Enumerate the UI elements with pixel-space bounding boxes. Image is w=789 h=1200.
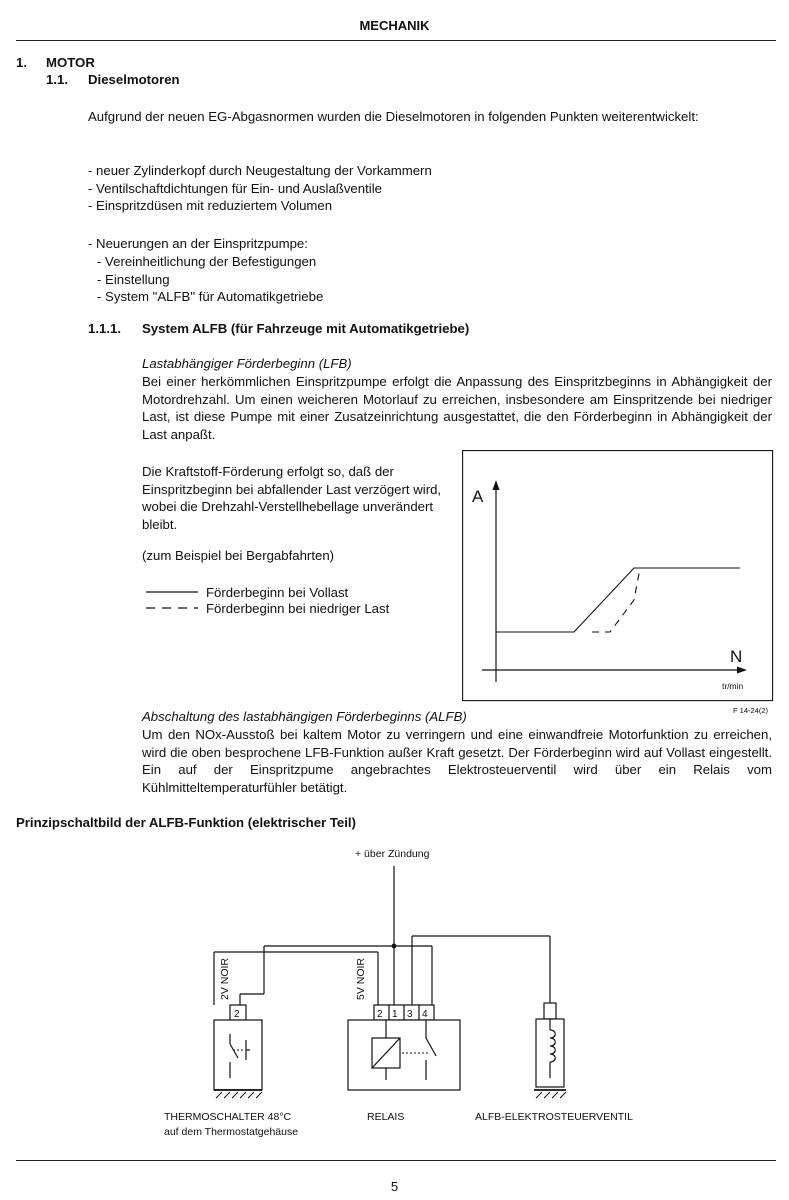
page-number: 5 <box>390 1179 399 1194</box>
graph-x-arrow <box>737 667 747 674</box>
pump-changes-list <box>97 253 697 306</box>
list-item: - Ventilschaftdichtungen für Ein- und Auslaßventile <box>88 180 382 196</box>
valve-label: ALFB-ELEKTROSTEUERVENTIL <box>475 1111 633 1123</box>
header-rule <box>16 40 776 41</box>
section-1-1-title: Dieselmotoren <box>88 72 180 87</box>
example-note: (zum Beispiel bei Bergabfahrten) <box>142 548 335 563</box>
relay-label: RELAIS <box>367 1111 405 1123</box>
list-item: - neuer Zylinderkopf durch Neugestaltung der Vorkammern <box>88 163 432 178</box>
relay-pin: 1 <box>392 1009 398 1020</box>
pump-changes-heading: - Neuerungen an der Einspritzpumpe: <box>88 236 308 251</box>
relay-pin: 4 <box>422 1009 428 1020</box>
changes-list <box>88 162 688 215</box>
lfb-paragraph: Bei einer herkömmlichen Einspritzpumpe erfolgt die Anpassung des Einspritzbeginns in Abhängigkeit der Motordrehzahl. Um einen weicheren Motorlauf zu erreichen, insbesondere am Einspritzende bei niedriger Last, ist diese Pumpe mit einer Zusatzeinrichtung ausgestattet, die den Förderbeginn in Abhängigkeit der Last anpaßt. <box>142 374 772 442</box>
section-1-number: 1. <box>16 55 27 70</box>
connector-mid-label: 5V NOIR <box>355 957 367 1000</box>
graph-y-label: A <box>472 487 484 506</box>
relay-symbol <box>348 1005 460 1090</box>
injection-timing-graph <box>462 450 774 702</box>
connector-left-label: 2V NOIR <box>219 957 231 1000</box>
list-item: - Vereinheitlichung der Befestigungen <box>97 254 317 269</box>
legend-full-load-line <box>144 586 200 598</box>
graph-y-arrow <box>493 480 500 490</box>
curve-low-load <box>592 568 640 632</box>
relay-pin: 2 <box>377 1009 383 1020</box>
relay-pin: 3 <box>407 1009 413 1020</box>
section-1-title: MOTOR <box>46 55 95 70</box>
thermoswitch-label: THERMOSCHALTER 48°C <box>164 1111 292 1123</box>
list-item: - Einstellung <box>97 271 170 287</box>
legend-low-load-label: Förderbeginn bei niedriger Last <box>206 601 390 616</box>
figure-reference: F 14-24(2) <box>733 706 769 715</box>
lfb-title: Lastabhängiger Förderbeginn (LFB) <box>142 356 352 371</box>
section-1-1-1-title: System ALFB (für Fahrzeuge mit Automatikgetriebe) <box>142 321 470 336</box>
curve-full-load <box>496 568 740 632</box>
list-item: - Einspritzdüsen mit reduziertem Volumen <box>88 198 333 213</box>
intro-paragraph: Aufgrund der neuen EG-Abgasnormen wurden die Dieselmotoren in folgenden Punkten weiterentwickelt: <box>88 109 699 124</box>
page-header-title: MECHANIK <box>359 18 430 33</box>
connector-left-pin: 2 <box>234 1009 240 1020</box>
alfb-circuit-diagram <box>150 840 690 1140</box>
graph-x-unit: tr/min <box>722 681 744 691</box>
list-item: - System "ALFB" für Automatikgetriebe <box>97 289 324 304</box>
graph-x-label: N <box>730 647 743 666</box>
legend-low-load-line <box>144 602 200 614</box>
circuit-title: Prinzipschaltbild der ALFB-Funktion (elektrischer Teil) <box>16 815 356 830</box>
section-1-1-number: 1.1. <box>46 72 68 87</box>
footer-rule <box>16 1160 776 1161</box>
thermoswitch-sublabel: auf dem Thermostatgehäuse <box>164 1126 299 1138</box>
section-1-1-1-number: 1.1.1. <box>88 321 121 336</box>
lfb-delivery-paragraph: Die Kraftstoff-Förderung erfolgt so, daß der Einspritzbeginn bei abfallender Last verzögert wird, wobei die Drehzahl-Verstellhebellage unverändert bleibt. <box>142 464 442 532</box>
alfb-paragraph: Um den NOx-Ausstoß bei kaltem Motor zu verringern und eine einwandfreie Motorfunktion zu erreichen, wird die oben besprochene LFB-Funktion außer Kraft gesetzt. Der Förderbeginn wird auf Vollast eingestellt. Ein auf der Einspritzpume angebrachtes Elektrosteuerventil wird über ein Relais vom Kühlmitteltemperaturfühler betätigt. <box>142 727 772 795</box>
solenoid-valve-symbol <box>534 1003 566 1098</box>
alfb-title: Abschaltung des lastabhängigen Förderbeginns (ALFB) <box>142 709 467 724</box>
legend-full-load-label: Förderbeginn bei Vollast <box>206 585 349 600</box>
supply-label: + über Zündung <box>355 848 430 860</box>
